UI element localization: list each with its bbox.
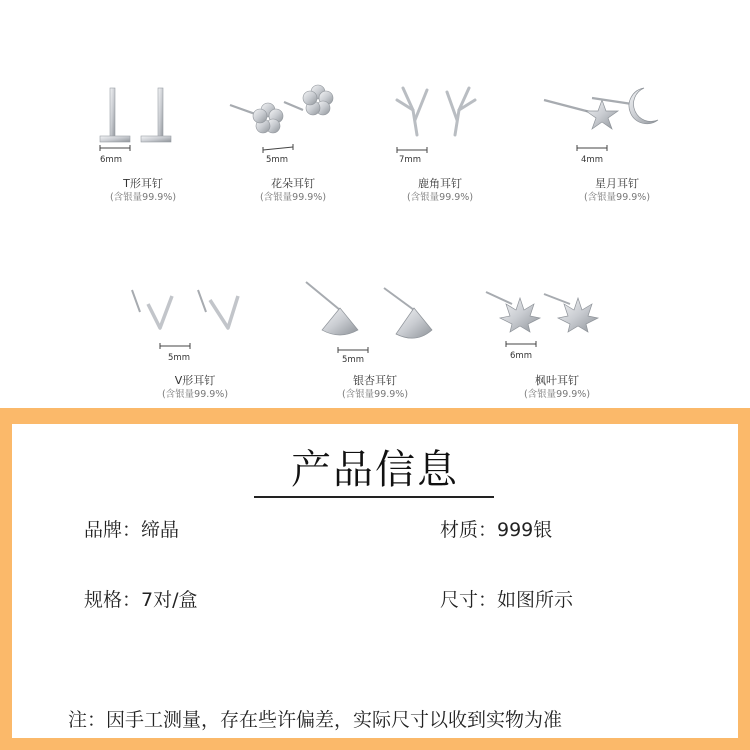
t-earring-image bbox=[58, 80, 228, 175]
product-name: V形耳钉 bbox=[174, 374, 216, 387]
product-name: 鹿角耳钉 bbox=[418, 177, 462, 190]
product-purity: (含银量99.9%) bbox=[583, 192, 651, 203]
product-flower-earring bbox=[208, 80, 378, 205]
product-name: 枫叶耳钉 bbox=[535, 374, 579, 387]
product-purity: (含银量99.9%) bbox=[406, 192, 474, 203]
size-label: 4mm bbox=[581, 155, 603, 165]
product-name: T形耳钉 bbox=[123, 177, 163, 190]
size-label: 5mm bbox=[342, 355, 364, 365]
title-underline bbox=[254, 496, 494, 498]
brand-text: 品牌：缔晶 bbox=[84, 519, 180, 541]
product-name: 花朵耳钉 bbox=[271, 177, 315, 190]
spec-text: 规格：7对/盒 bbox=[84, 589, 198, 611]
product-t-earring bbox=[58, 80, 228, 205]
info-title: 产品信息 bbox=[291, 447, 459, 493]
product-v-earring bbox=[110, 282, 280, 402]
product-purity: (含银量99.9%) bbox=[109, 192, 177, 203]
product-purity: (含银量99.9%) bbox=[523, 389, 591, 400]
antler-earring-image bbox=[355, 80, 525, 175]
note-text: 注：因手工测量，存在些许偏差，实际尺寸以收到实物为准 bbox=[68, 709, 563, 731]
product-purity: (含银量99.9%) bbox=[161, 389, 229, 400]
material-text: 材质：999银 bbox=[440, 519, 553, 541]
size-label: 7mm bbox=[399, 155, 421, 165]
product-antler-earring bbox=[355, 80, 525, 205]
flower-earring-image bbox=[208, 80, 378, 175]
star-moon-earring-image bbox=[532, 80, 702, 175]
product-maple-earring bbox=[472, 282, 642, 402]
dimension-text: 尺寸：如图所示 bbox=[440, 589, 574, 611]
product-name: 银杏耳钉 bbox=[353, 374, 397, 387]
product-star-moon-earring bbox=[532, 80, 702, 205]
product-name: 星月耳钉 bbox=[595, 177, 639, 190]
size-label: 6mm bbox=[100, 155, 122, 165]
product-ginkgo-earring bbox=[290, 282, 460, 402]
product-purity: (含银量99.9%) bbox=[341, 389, 409, 400]
maple-earring-image bbox=[472, 282, 642, 372]
size-label: 5mm bbox=[266, 155, 288, 165]
product-purity: (含银量99.9%) bbox=[259, 192, 327, 203]
v-earring-image bbox=[110, 282, 280, 372]
size-label: 5mm bbox=[168, 353, 190, 363]
ginkgo-earring-image bbox=[290, 282, 460, 372]
size-label: 6mm bbox=[510, 351, 532, 361]
